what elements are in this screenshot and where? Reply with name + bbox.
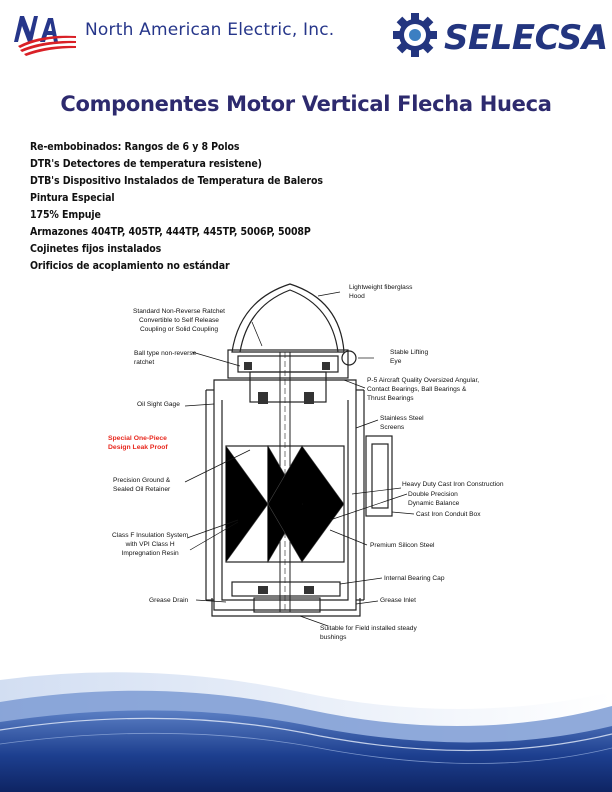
base-flange (212, 598, 360, 616)
feature-item: 175% Empuje (30, 209, 101, 221)
label-grease-drain: Grease Drain (149, 597, 189, 604)
selecsa-logo-text: SELECSA (444, 18, 608, 58)
feature-item: Orificios de acoplamiento no estándar (30, 260, 230, 272)
feature-item: Cojinetes fijos instalados (30, 243, 162, 255)
nae-logo-text: North American Electric, Inc. (85, 20, 335, 40)
feature-item: DTB's Dispositivo Instalados de Temperatura de Baleros (30, 175, 323, 187)
label-bearing-cap: Internal Bearing Cap (384, 575, 445, 582)
nae-logo-mark (10, 12, 80, 58)
label-bearings: P-5 Aircraft Quality Oversized Angular, Contact Bearings, Ball Bearings & Thrust Bearings (367, 377, 480, 402)
label-sight-gage: Oil Sight Gage (137, 401, 180, 408)
feature-item: Re-embobinados: Rangos de 6 y 8 Polos (30, 141, 240, 153)
feature-item: Armazones 404TP, 405TP, 444TP, 445TP, 5006P, 5008P (30, 226, 311, 238)
label-balance: Double Precision Dynamic Balance (408, 491, 460, 507)
footer-wave-decoration (0, 640, 612, 792)
label-hood: Lightweight fiberglass Hood (349, 284, 413, 300)
feature-list (30, 139, 323, 275)
label-screens: Stainless Steel Screens (380, 415, 424, 431)
label-leak-proof: Special One-Piece Design Leak Proof (108, 435, 168, 451)
motor-cutaway-diagram (0, 270, 612, 650)
label-cast-iron: Heavy Duty Cast Iron Construction (402, 481, 504, 488)
label-ball-ratchet: Ball type non-reverse ratchet (134, 350, 197, 366)
label-conduit-box: Cast Iron Conduit Box (416, 511, 481, 518)
label-silicon-steel: Premium Silicon Steel (370, 542, 435, 549)
selecsa-gear-icon (388, 12, 442, 58)
label-grease-inlet: Grease Inlet (380, 597, 416, 604)
feature-item: Pintura Especial (30, 192, 115, 204)
feature-item: DTR's Detectores de temperatura resistene) (30, 158, 262, 170)
label-lifting-eye: Stable Lifting Eye (390, 349, 429, 365)
lifting-eye (342, 351, 356, 365)
label-bushings: Suitable for Field installed steady bushings (320, 625, 417, 641)
label-insulation: Class F Insulation System with VPI Class H Impregnation Resin (112, 532, 189, 557)
label-ratchet: Standard Non-Reverse Ratchet Convertible to Self Release Coupling or Solid Coupling (133, 308, 225, 333)
label-oil-retainer: Precision Ground & Sealed Oil Retainer (113, 477, 171, 493)
page-title: Componentes Motor Vertical Flecha Hueca (60, 92, 552, 116)
